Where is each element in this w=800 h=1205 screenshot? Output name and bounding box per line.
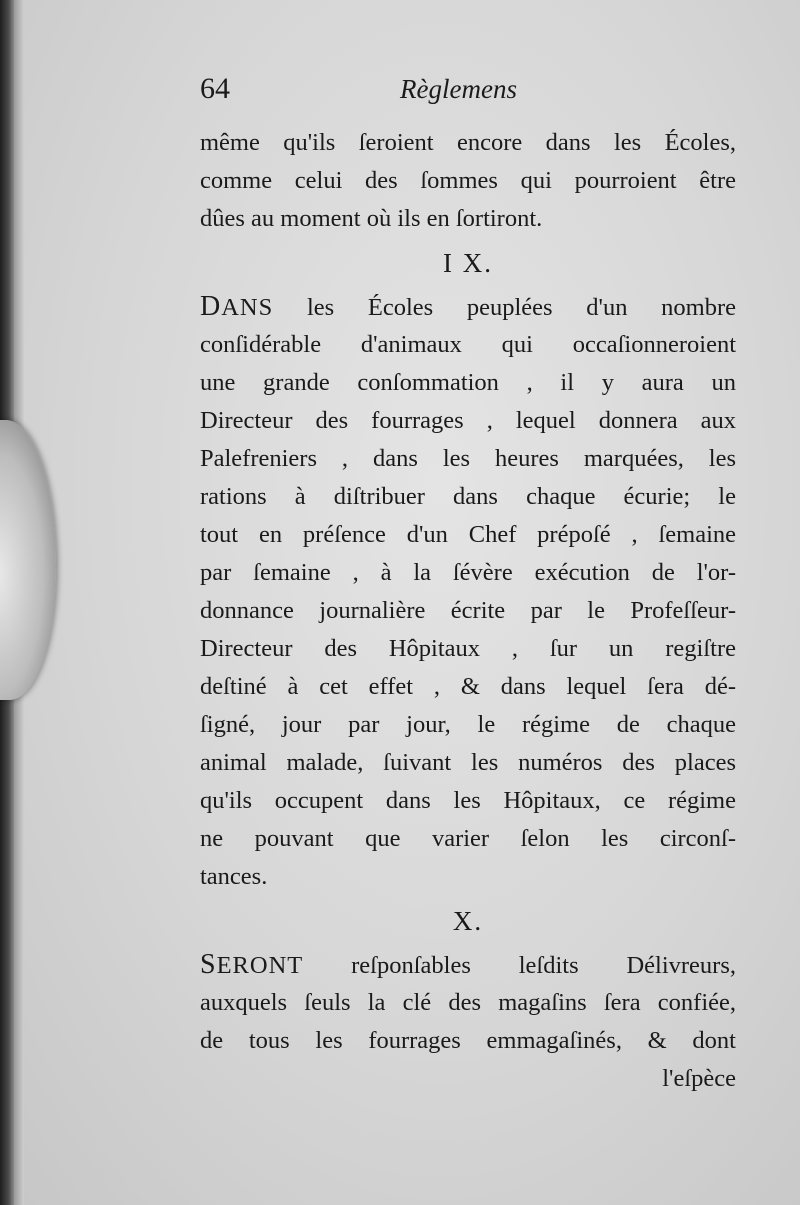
page-header [200,72,736,112]
text-line: même qu'ils ſeroient encore dans les Écoles, [200,129,736,156]
thumb-holding-page [0,420,56,700]
text-line: auxquels ſeuls la clé des magaſins ſera confiée, [200,989,736,1016]
text-line: dûes au moment où ils en ſortiront. [200,205,543,232]
text-line: ſigné, jour par jour, le régime de chaque [200,711,736,738]
text-line: Directeur des Hôpitaux , ſur un regiſtre [200,635,736,662]
text-line: Palefreniers , dans les heures marquées, les [200,445,736,472]
text-line: SERONT reſponſables leſdits Délivreurs, [200,949,736,980]
page-number: 64 [200,72,230,105]
text-line: rations à diſtribuer dans chaque écurie; le [200,483,736,510]
text-line: qu'ils occupent dans les Hôpitaux, ce régime [200,787,736,814]
text-line: donnance journalière écrite par le Profeſſeur- [200,597,736,624]
section-heading-ix: I X. [443,248,493,278]
text-line: Directeur des fourrages , lequel donnera aux [200,407,736,434]
lead-word: SERONT [200,949,304,980]
section-heading-x: X. [452,906,484,936]
text-line: DANS les Écoles peuplées d'un nombre [200,291,736,322]
body-text [200,124,736,1098]
text-line: comme celui des ſommes qui pourroient être [200,167,736,194]
lead-word: DANS [200,291,274,322]
catchword: l'eſpèce [662,1065,736,1092]
text-line: animal malade, ſuivant les numéros des places [200,749,736,776]
text-line: conſidérable d'animaux qui occaſionneroient [200,331,736,358]
text-line: ne pouvant que varier ſelon les circonſ- [200,825,736,852]
text-line: tances. [200,863,268,890]
text-line: de tous les fourrages emmagaſinés, & dont [200,1027,736,1054]
text-line: une grande conſommation , il y aura un [200,369,736,396]
text-line: par ſemaine , à la ſévère exécution de l'or- [200,559,736,586]
running-title: Règlemens [400,74,517,104]
text-line: tout en préſence d'un Chef prépoſé , ſemaine [200,521,736,548]
text-line: deſtiné à cet effet , & dans lequel ſera dé- [200,673,736,700]
